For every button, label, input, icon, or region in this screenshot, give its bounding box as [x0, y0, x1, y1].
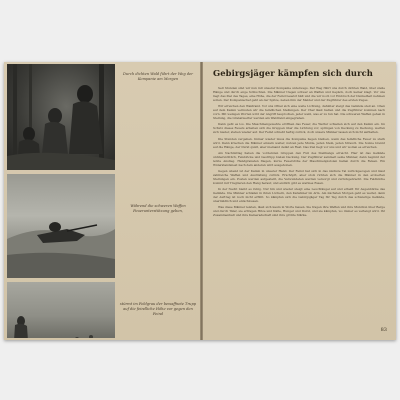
photo-machine-gun-position: [7, 174, 115, 278]
photo-caption: Während die schweren Waffen Feuerunterstützung geben,: [130, 204, 186, 213]
body-paragraph: In der Nacht bleibt es ruhig. Nur hin und wieder steigt eine Leuchtkugel auf und erhellt für Augenblicke das Gelände. Die Männer schlafen in ihren Löchern, den Karabiner im Arm. Am nächsten Morgen geht es weiter, denn der Auftrag ist noch nicht erfüllt. So kämpfen sich die Gebirgsjäger Tag für Tag durch das schwierige Gelände, unermüdlich und entschlossen.: [213, 187, 385, 204]
photo-forest-scene: [7, 64, 115, 170]
photo-soldiers-advancing: [7, 282, 115, 338]
body-paragraph: Seit Stunden sind wir nun mit unserer Kompanie unterwegs. Der Weg führt uns durch dichten Wald, über steile Hänge und durch enge Schluchten. Die Männer tragen schwer an Waffen und Gepäck, doch keiner klagt. Vor uns liegt das Ziel des Tages, eine Höhe, die der Feind besetzt hält und die wir noch vor Einbruch der Dunkelheit nehmen sollen. Der Kompaniechef geht an der Spitze, neben ihm der Melder und der Zugführer des ersten Zuges.: [213, 86, 385, 103]
book-spread: [4, 62, 396, 340]
photo-slope-scene: [7, 174, 115, 278]
photo-caption: Durch dichten Wald führt der Weg der Kompanie am Morgen: [123, 72, 193, 81]
left-page: [4, 62, 201, 340]
body-paragraph: Die Stunden vergehen. Immer wieder muss die Kompanie liegen bleiben, wenn das feindliche Feuer zu stark wird. Dann kriechen die Männer einzeln weiter, nutzen jede Mulde, jeden Stein, jeden Strauch. Die Sonne brennt auf die Hänge, der Durst quält, aber niemand denkt an Rast. Das Ziel liegt vor uns und wir wollen es erreichen.: [213, 136, 385, 149]
photo-field-scene: [7, 282, 115, 338]
article-title: Gebirgsjäger kämpfen sich durch: [213, 68, 374, 78]
body-paragraph: Dann geht es los. Die Maschinengewehre eröffnen das Feuer, die Werfer schießen sich auf den Kamm ein. Im Schutz dieses Feuers arbeiten sich die Gruppen über die Lichtung vor, springen von Deckung zu Deckung, werfen sich nieder, stehen wieder auf. Der Feind schießt heftig zurück, doch unsere Männer lassen sich nicht aufhalten.: [213, 122, 385, 135]
body-paragraph: Was diese Männer leisten, lässt sich kaum in Worte fassen. Sie tragen ihre Waffen und ihre Munition über Berge und durch Täler, sie ertragen Hitze und Kälte, Hunger und Durst, und sie kämpfen, wo immer es verlangt wird. Ihr Zusammenhalt und ihre Kameradschaft sind ihre größte Stärke.: [213, 205, 385, 218]
body-paragraph: Am Nachmittag haben die vordersten Gruppen den Fuß des Steilhangs erreicht. Hier ist das Gelände unübersichtlich, Felsblöcke und Gestrüpp bieten Deckung. Der Zugführer sammelt seine Männer, dann beginnt der letzte Anstieg. Handgranaten fliegen, kurze Feuerstöße der Maschinenpistolen hallen durch die Felsen. Ein Widerstandsnest nach dem anderen wird ausgehoben.: [213, 150, 385, 167]
right-page: [203, 62, 396, 340]
photo-caption: stürmt im Feldgrau der bewaffnete Trupp auf die feindliche Höhe vor gegen den Feind: [119, 302, 197, 316]
photo-soldiers-in-forest: [7, 64, 115, 170]
article-body: [213, 86, 385, 322]
body-paragraph: Wir erreichen den Waldrand. Vor uns öffnet sich eine weite Lichtung, dahinter steigt das Gelände steil an. Oben auf dem Kamm vermuten wir die feindlichen Stellungen. Der Chef lässt halten und die Zugführer kommen nach vorn. Mit wenigen Worten wird der Angriff besprochen, jeder weiß, was er zu tun hat. Die schweren Waffen gehen in Stellung, die Granatwerfer werden am Waldrand eingegraben.: [213, 104, 385, 121]
page-number: 83: [380, 327, 387, 333]
body-paragraph: Gegen Abend ist der Kamm in unserer Hand. Der Feind hat sich in das nächste Tal zurückgezogen und lässt zahlreiche Waffen und Ausrüstung zurück. Erschöpft, aber stolz richten sich die Männer in den eroberten Stellungen ein. Posten werden aufgestellt, die Verwundeten werden versorgt und zurückgebracht. Die Feldküche kommt mit Tragtieren den Hang herauf, und endlich gibt es warmes Essen.: [213, 168, 385, 185]
